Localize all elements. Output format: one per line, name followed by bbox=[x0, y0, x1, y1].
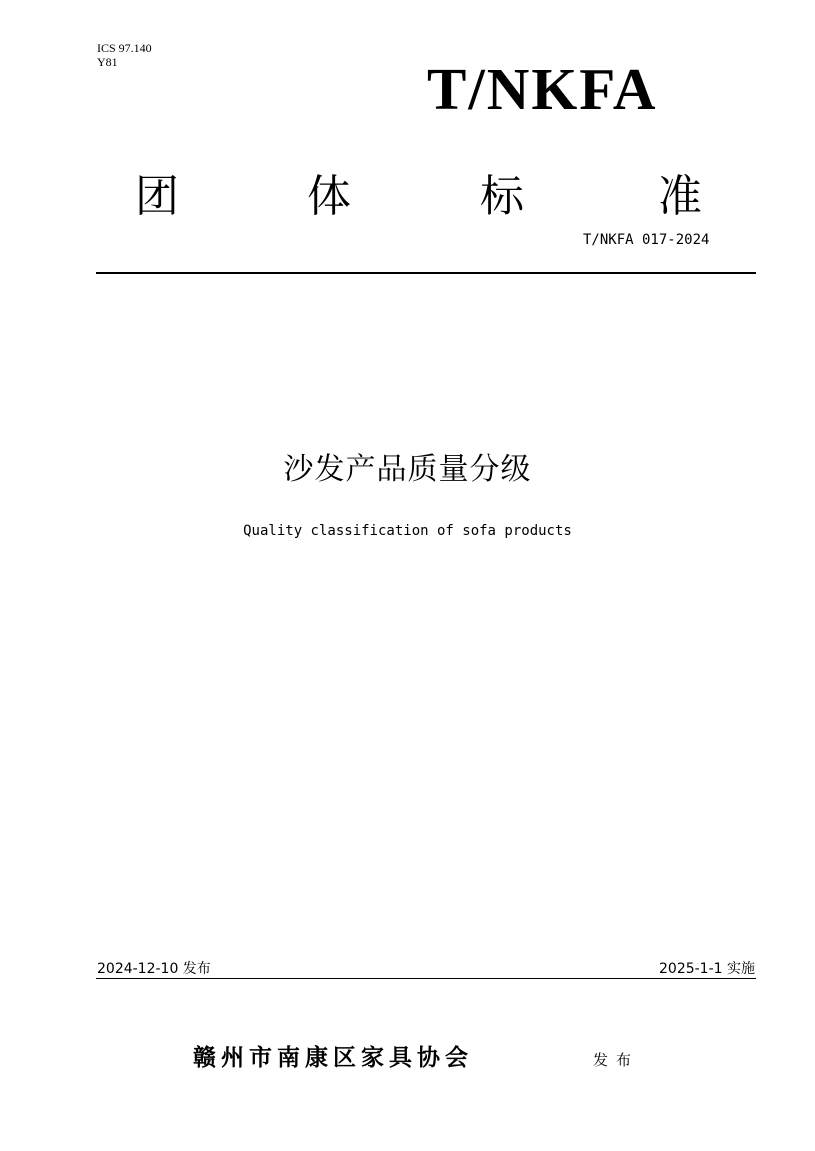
issue-date: 2024-12-10 发布 bbox=[97, 961, 211, 977]
classification-codes bbox=[97, 41, 152, 69]
issuing-organization: 赣州市南康区家具协会 bbox=[193, 1045, 473, 1071]
standard-number: T/NKFA 017-2024 bbox=[583, 232, 710, 248]
document-title-english: Quality classification of sofa products bbox=[243, 523, 572, 539]
implementation-date: 2025-1-1 实施 bbox=[659, 961, 755, 977]
ics-code: ICS 97.140 bbox=[97, 41, 152, 55]
standard-type-char-3: 标 bbox=[480, 171, 524, 222]
document-title-chinese: 沙发产品质量分级 bbox=[283, 452, 532, 487]
date-divider bbox=[96, 978, 756, 979]
standard-type-char-2: 体 bbox=[307, 171, 351, 222]
organization-code: T/NKFA bbox=[427, 56, 658, 122]
standard-type-char-1: 团 bbox=[135, 171, 179, 222]
standard-type-char-4: 准 bbox=[658, 171, 702, 222]
header-divider bbox=[96, 272, 756, 274]
issue-label: 发布 bbox=[593, 1051, 640, 1069]
ccs-code: Y81 bbox=[97, 55, 118, 69]
